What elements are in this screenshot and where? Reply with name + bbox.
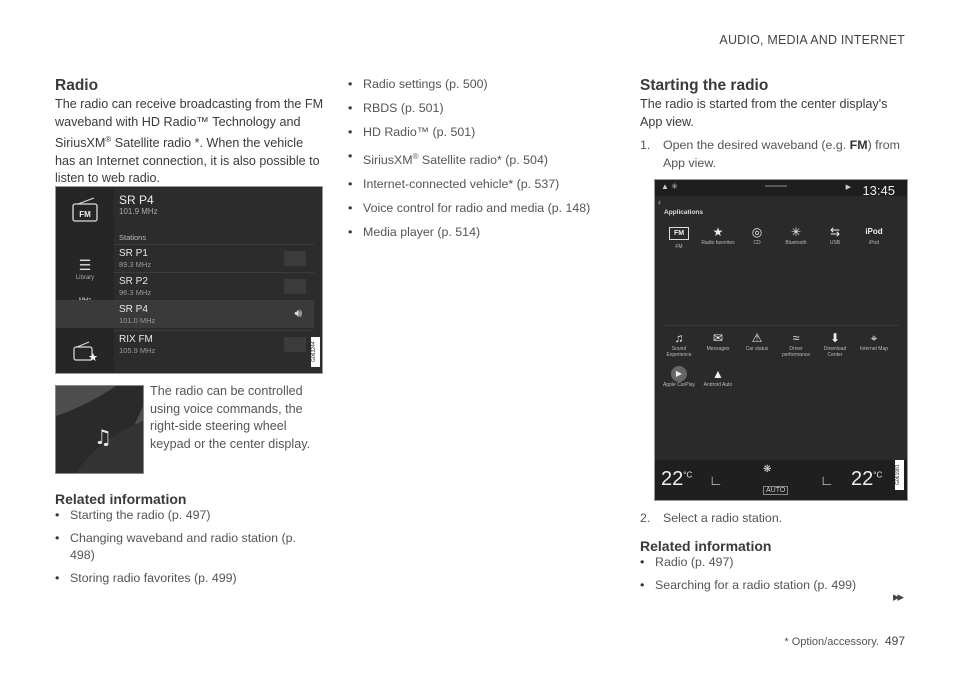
temp-left[interactable] — [661, 468, 692, 491]
station-name: SR P2 — [119, 276, 148, 287]
app-apple-carplay[interactable] — [661, 366, 697, 388]
back-chevron-icon[interactable]: ‹ — [658, 197, 661, 207]
usb-icon: ⇆ — [829, 225, 841, 239]
app-driver-performance[interactable] — [778, 330, 814, 358]
next-page-arrow-icon[interactable]: ▸▸ — [892, 589, 902, 604]
radio-sidebar — [56, 187, 114, 373]
app-radio-favorites[interactable] — [700, 224, 736, 246]
fan-icon[interactable]: ❋ — [763, 464, 772, 475]
station-name: SR P4 — [119, 304, 148, 315]
now-playing-freq: 101.9 MHz — [119, 207, 158, 216]
status-icons: ▲ ✳ — [661, 182, 678, 191]
page-number: 497 — [884, 634, 905, 648]
app-usb[interactable] — [817, 224, 853, 246]
download-center-icon: ⬇ — [829, 331, 841, 345]
library-icon: ☰ — [78, 257, 92, 273]
steering-wheel-keypad-image — [56, 386, 143, 473]
app-messages[interactable] — [700, 330, 736, 352]
radio-intro-a: The radio can receive broadcasting from the FM waveband with HD Radio™ Technology and SiriusXM — [55, 97, 324, 151]
steering-voice-button-photo — [55, 385, 144, 474]
related-link[interactable]: • Changing waveband and radio station (p. 498) — [55, 530, 310, 564]
related-link[interactable]: • Starting the radio (p. 497) — [55, 507, 310, 524]
section-title-radio: Radio — [55, 77, 99, 94]
auto-climate-button[interactable]: AUTO — [763, 486, 788, 495]
clock: 13:45 — [862, 183, 895, 198]
step-1 — [640, 137, 902, 172]
app-label: Car status — [745, 346, 769, 352]
related-link[interactable]: • Radio (p. 497) — [640, 554, 900, 571]
starting-intro: The radio is started from the center display's App view. — [640, 97, 888, 129]
temp-unit: °C — [873, 470, 883, 480]
related-link[interactable]: • Media player (p. 514) — [348, 224, 608, 241]
temp-unit: °C — [683, 470, 693, 480]
android-auto-icon: ▲ — [712, 367, 724, 381]
app-ipod[interactable] — [856, 224, 892, 246]
bluetooth-icon: ✳ — [790, 225, 802, 239]
radio-favorites-icon — [70, 341, 100, 363]
station-favorite-slot[interactable] — [284, 251, 306, 266]
station-favorite-slot[interactable] — [284, 337, 306, 352]
related-link[interactable]: • HD Radio™ (p. 501) — [348, 124, 608, 141]
fm-button[interactable] — [56, 197, 114, 228]
temp-right-value: 22 — [851, 468, 874, 490]
center-display-image — [654, 179, 908, 501]
cd-icon: ◎ — [751, 225, 763, 239]
app-label: Internet Map — [859, 346, 889, 352]
stations-label: Stations — [119, 233, 147, 242]
image-code: G061981 — [895, 460, 904, 490]
app-internet-map[interactable] — [856, 330, 892, 352]
station-row[interactable] — [114, 330, 314, 358]
related-list-left — [55, 507, 310, 587]
section-title-starting: Starting the radio — [640, 77, 769, 94]
app-download-center[interactable] — [817, 330, 853, 358]
step-2-number: 2. — [640, 511, 651, 525]
app-label: Radio favorites — [701, 240, 735, 246]
location-icon: ▶ — [845, 184, 851, 191]
speaker-icon: 🔊︎ — [294, 306, 302, 320]
library-label: Library — [75, 275, 95, 281]
temp-right[interactable] — [851, 468, 882, 491]
applications-label: Applications — [664, 209, 704, 216]
app-sound-experience[interactable] — [661, 330, 697, 358]
step-2-text: Select a radio station. — [663, 511, 783, 525]
app-label: FM — [675, 244, 683, 250]
driver-performance-icon: ≈ — [792, 331, 800, 345]
sirius-text: SiriusXM — [363, 153, 413, 168]
fm-radio-icon — [70, 197, 100, 223]
drag-handle[interactable] — [765, 185, 787, 187]
app-label: USB — [829, 240, 841, 246]
now-playing — [119, 193, 158, 216]
sirius-rest: Satellite radio* (p. 504) — [418, 153, 548, 168]
app-label: Download Center — [823, 346, 847, 358]
seat-right-icon[interactable]: ∟ — [820, 472, 834, 488]
app-label: Messages — [706, 346, 730, 352]
sound-experience-icon: ♫ — [674, 331, 684, 345]
page-footer — [784, 634, 905, 648]
radio-intro-b: Satellite radio *. When the vehicle has an Internet connection, it is also possible to listen to web radio. — [55, 136, 320, 186]
related-list-right — [640, 554, 900, 594]
app-label: Apple CarPlay — [663, 382, 695, 388]
radio-intro — [55, 96, 325, 188]
station-favorite-slot[interactable] — [284, 279, 306, 294]
related-info-title-right: Related information — [640, 538, 772, 554]
seat-left-icon[interactable]: ∟ — [709, 472, 723, 488]
app-label: Driver performance — [781, 346, 811, 358]
step-1-bold: FM — [849, 138, 868, 152]
app-android-auto[interactable] — [700, 366, 736, 388]
station-freq: 96.3 MHz — [119, 288, 152, 297]
ipod-icon: iPod — [865, 227, 883, 236]
station-freq: 105.9 MHz — [119, 346, 156, 355]
registered-mark: ® — [105, 135, 112, 144]
related-link[interactable]: • RBDS (p. 501) — [348, 100, 608, 117]
library-button[interactable] — [56, 257, 114, 281]
app-label: Bluetooth — [785, 240, 807, 246]
related-link[interactable]: • Internet-connected vehicle* (p. 537) — [348, 176, 608, 193]
app-label: iPod — [868, 240, 879, 246]
app-cd[interactable] — [739, 224, 775, 246]
app-label: Android Auto — [703, 382, 733, 388]
app-label: Sound Experience — [666, 346, 692, 358]
now-playing-name: SR P4 — [119, 193, 154, 207]
radio-screen-image — [55, 186, 323, 374]
station-list-panel — [114, 187, 322, 373]
carplay-icon: ▶ — [671, 366, 687, 382]
registered-mark: ® — [412, 152, 419, 161]
app-car-status[interactable] — [739, 330, 775, 352]
step-1-text-a: Open the desired waveband (e.g. — [663, 138, 850, 152]
station-row[interactable] — [114, 244, 314, 272]
voice-caption: The radio can be controlled using voice commands, the right-side steering wheel keypad or the center display. — [150, 384, 311, 451]
related-link-siriusxm[interactable] — [348, 148, 608, 169]
step-1-number: 1. — [640, 138, 651, 152]
svg-text:★: ★ — [88, 352, 98, 363]
temp-left-value: 22 — [661, 468, 684, 490]
step-2 — [640, 510, 902, 528]
option-note: * Option/accessory. — [784, 636, 879, 648]
related-link[interactable]: • Voice control for radio and media (p. 148) — [348, 200, 608, 217]
station-freq: 101.0 MHz — [119, 316, 156, 325]
car-status-icon: ⚠ — [751, 331, 763, 345]
step-1-text-b: ) from App view. — [663, 138, 900, 170]
radio-favorites-button[interactable] — [56, 341, 114, 368]
messages-icon: ✉ — [712, 331, 724, 345]
app-bluetooth[interactable] — [778, 224, 814, 246]
related-link[interactable]: • Searching for a radio station (p. 499) — [640, 577, 900, 594]
app-fm[interactable] — [661, 224, 697, 250]
svg-text:FM: FM — [79, 210, 91, 219]
station-name: SR P1 — [119, 248, 148, 259]
radio-favorites-icon: ★ — [712, 225, 724, 239]
related-link[interactable]: • Radio settings (p. 500) — [348, 76, 608, 93]
related-list-middle — [348, 76, 608, 241]
station-row-active[interactable] — [56, 300, 314, 328]
running-header: AUDIO, MEDIA AND INTERNET — [719, 33, 905, 47]
image-code: G063244 — [311, 337, 320, 367]
station-row[interactable] — [114, 272, 314, 300]
fm-icon: FM — [669, 227, 689, 240]
related-link[interactable]: • Storing radio favorites (p. 499) — [55, 570, 310, 587]
station-name: RIX FM — [119, 334, 153, 345]
app-label: CD — [753, 240, 761, 246]
grid-divider — [663, 325, 899, 326]
voice-icon: ♫ — [94, 425, 112, 449]
related-info-title-left: Related information — [55, 491, 187, 507]
internet-map-icon: ⌖ — [870, 331, 878, 345]
station-freq: 89.3 MHz — [119, 260, 152, 269]
